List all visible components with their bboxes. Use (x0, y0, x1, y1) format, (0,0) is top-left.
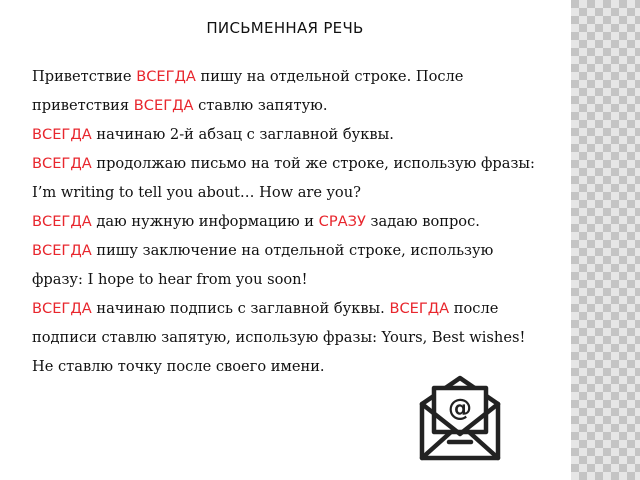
text-segment: приветствия (32, 97, 134, 114)
highlight-word: ВСЕГДА (133, 97, 194, 114)
text-segment: подписи ставлю запятую, использую фразы: Yours, Best wishes! (32, 329, 526, 346)
highlight-word: ВСЕГДА (389, 300, 450, 317)
text-segment: продолжаю письмо на той же строке, использую фразы: (91, 155, 535, 172)
text-line (32, 207, 572, 236)
text-segment: ставлю запятую. (193, 97, 328, 114)
text-segment: даю нужную информацию и (91, 213, 319, 230)
slide-title: ПИСЬМЕННАЯ РЕЧЬ (206, 19, 364, 37)
text-segment: начинаю 2-й абзац с заглавной буквы. (91, 126, 394, 143)
highlight-word: ВСЕГДА (32, 213, 92, 230)
text-line (32, 323, 572, 352)
text-segment: I’m writing to tell you about… How are you? (32, 184, 361, 201)
highlight-word: ВСЕГДА (32, 155, 92, 172)
text-segment: после (449, 300, 499, 317)
highlight-word: СРАЗУ (318, 213, 366, 230)
text-line (32, 294, 572, 323)
decorative-pattern-strip (571, 0, 640, 480)
text-line (32, 149, 572, 178)
text-line (32, 62, 572, 91)
text-line (32, 178, 572, 207)
text-segment: Приветствие (32, 68, 137, 85)
text-line (32, 91, 572, 120)
highlight-word: ВСЕГДА (32, 126, 92, 143)
highlight-word: ВСЕГДА (136, 68, 196, 85)
text-line (32, 236, 572, 265)
text-line (32, 265, 572, 294)
text-segment: пишу заключение на отдельной строке, использую (91, 242, 494, 259)
text-segment: Не ставлю точку после своего имени. (32, 358, 325, 375)
rules-text (32, 62, 572, 381)
text-segment: пишу на отдельной строке. После (195, 68, 464, 85)
email-envelope-icon (416, 372, 504, 462)
highlight-word: ВСЕГДА (32, 300, 92, 317)
text-segment: начинаю подпись с заглавной буквы. (91, 300, 390, 317)
svg-text:@: @ (448, 394, 472, 422)
text-line (32, 120, 572, 149)
text-segment: задаю вопрос. (365, 213, 480, 230)
text-segment: фразу: I hope to hear from you soon! (32, 271, 308, 288)
highlight-word: ВСЕГДА (32, 242, 92, 259)
